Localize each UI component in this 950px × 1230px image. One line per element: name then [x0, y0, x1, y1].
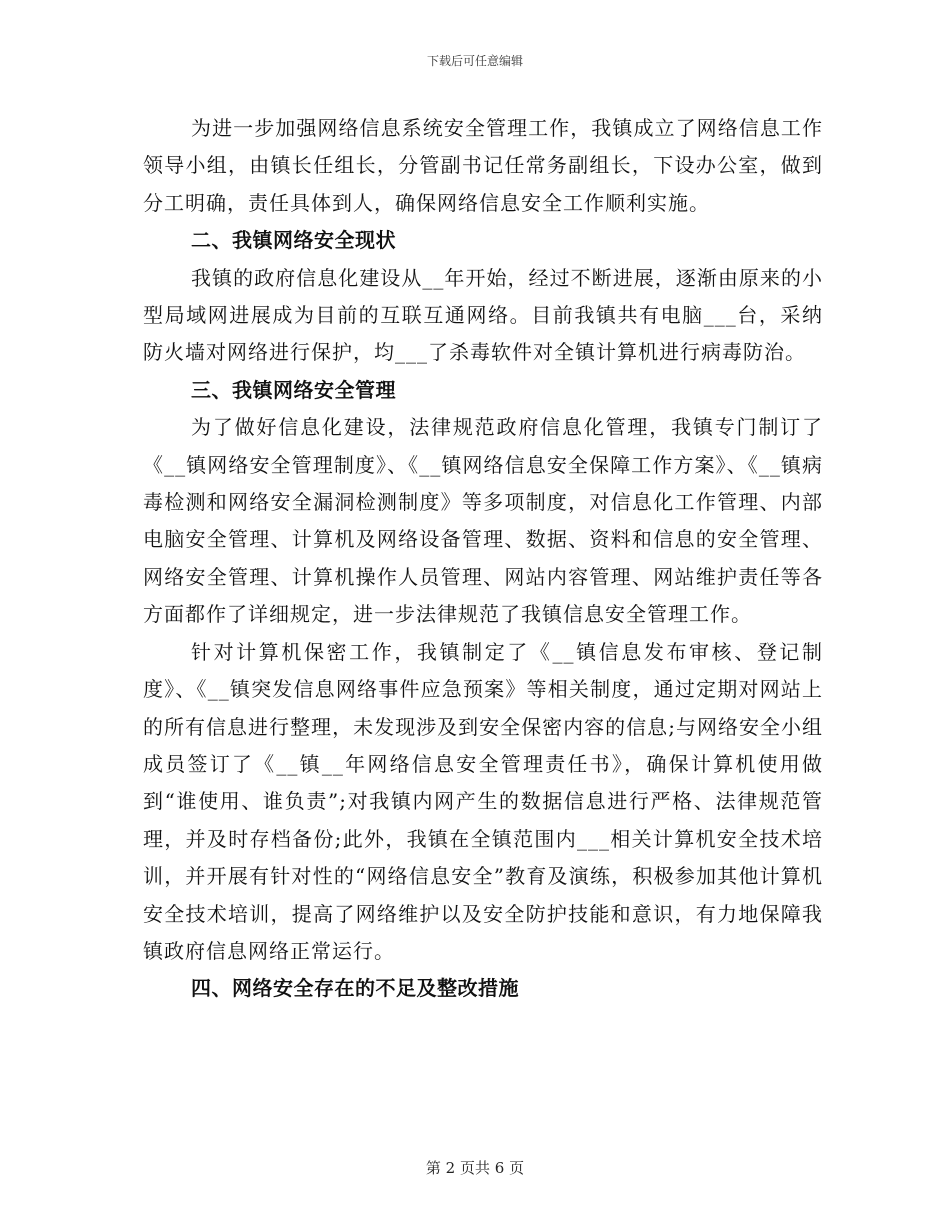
- paragraph-leadership-group: 为进一步加强网络信息系统安全管理工作，我镇成立了网络信息工作领导小组，由镇长任组长，分管副书记任常务副组长，下设办公室，做到分工明确，责任具体到人，确保网络信息安全工作顺利实施。: [143, 116, 823, 215]
- section-heading-deficiencies: 四、网络安全存在的不足及整改措施: [191, 976, 519, 1001]
- page-header: 下载后可任意编辑: [426, 54, 523, 68]
- section-heading-network-status: 二、我镇网络安全现状: [191, 228, 396, 253]
- section-heading-network-management: 三、我镇网络安全管理: [191, 377, 396, 402]
- document-body: [143, 110, 823, 1008]
- paragraph-management-regulations: 为了做好信息化建设，法律规范政府信息化管理，我镇专门制订了《__镇网络安全管理制度》、《__镇网络信息安全保障工作方案》、《__镇病毒检测和网络安全漏洞检测制度》等多项制度，对信息化工作管理、内部电脑安全管理、计算机及网络设备管理、数据、资料和信息的安全管理、网络安全管理、计算机操作人员管理、网站内容管理、网站维护责任等各方面都作了详细规定，进一步法律规范了我镇信息安全管理工作。: [143, 415, 823, 627]
- paragraph-confidentiality-work: 针对计算机保密工作，我镇制定了《__镇信息发布审核、登记制度》、《__镇突发信息网络事件应急预案》等相关制度，通过定期对网站上的所有信息进行整理，未发现涉及到安全保密内容的信息;与网络安全小组成员签订了《__镇__年网络信息安全管理责任书》，确保计算机使用做到“谁使用、谁负责”;对我镇内网产生的数据信息进行严格、法律规范管理，并及时存档备份;此外，我镇在全镇范围内___相关计算机安全技术培训，并开展有针对性的“网络信息安全”教育及演练，积极参加其他计算机安全技术培训，提高了网络维护以及安全防护技能和意识，有力地保障我镇政府信息网络正常运行。: [143, 639, 823, 963]
- page-number: 第 2 页共 6 页: [425, 1159, 525, 1177]
- paragraph-network-status: 我镇的政府信息化建设从__年开始，经过不断进展，逐渐由原来的小型局域网进展成为目前的互联互通网络。目前我镇共有电脑___台，采纳防火墙对网络进行保护，均___了杀毒软件对全镇计算机进行病毒防治。: [143, 265, 823, 365]
